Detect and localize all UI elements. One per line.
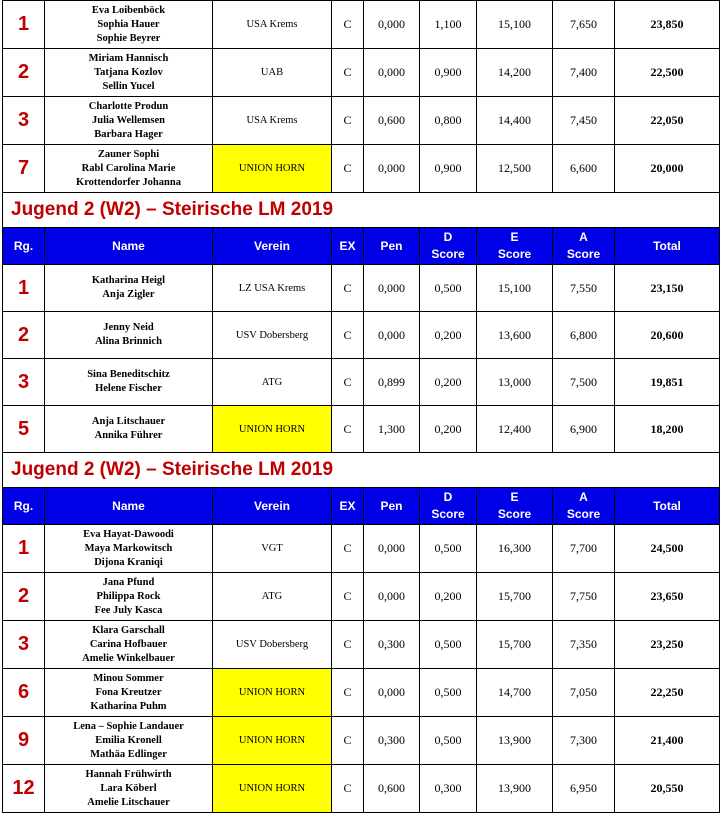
rank-cell: 3 (3, 97, 45, 145)
a-score-cell: 7,400 (553, 49, 615, 97)
athlete-name: Sina Beneditschitz (87, 369, 170, 380)
athlete-name: Fee July Kasca (94, 604, 163, 616)
d-score-cell: 0,900 (420, 145, 477, 193)
header-a-score-line1: A (579, 230, 588, 244)
club-cell: USA Krems (213, 97, 332, 145)
a-score-cell: 7,050 (553, 669, 615, 717)
pen-cell: 0,600 (364, 97, 420, 145)
total-cell: 23,150 (615, 265, 720, 312)
athlete-name: Sophia Hauer (97, 18, 160, 30)
ex-cell: C (332, 573, 364, 621)
rank-cell: 7 (3, 145, 45, 193)
e-score-cell: 13,600 (477, 312, 553, 359)
rank-cell: 1 (3, 265, 45, 312)
e-score-cell: 14,400 (477, 97, 553, 145)
ex-cell: C (332, 265, 364, 312)
header-pen: Pen (364, 488, 420, 525)
pen-cell: 0,000 (364, 49, 420, 97)
ex-cell: C (332, 406, 364, 453)
results-table-2 (2, 227, 720, 453)
names-cell (45, 312, 213, 359)
table-row (3, 621, 720, 669)
ex-cell: C (332, 669, 364, 717)
results-table-3 (2, 487, 720, 813)
e-score-cell: 12,400 (477, 406, 553, 453)
total-cell: 20,600 (615, 312, 720, 359)
header-name: Name (45, 488, 213, 525)
total-cell: 23,250 (615, 621, 720, 669)
table-row (3, 97, 720, 145)
athlete-name: Krottendorfer Johanna (76, 176, 181, 188)
athlete-name: Emilia Kronell (95, 734, 162, 746)
header-e-score (477, 488, 553, 525)
table-row (3, 717, 720, 765)
ex-cell: C (332, 621, 364, 669)
athlete-name: Sophie Beyrer (96, 32, 161, 44)
rank-cell: 2 (3, 312, 45, 359)
rank-cell: 3 (3, 621, 45, 669)
rank-cell: 2 (3, 573, 45, 621)
a-score-cell: 6,900 (553, 406, 615, 453)
total-cell: 23,850 (615, 1, 720, 49)
section-title-2: Jugend 2 (W2) – Steirische LM 2019 (2, 193, 720, 227)
pen-cell: 0,600 (364, 765, 420, 813)
athlete-name: Jana Pfund (102, 576, 155, 588)
table-row (3, 573, 720, 621)
names-cell (45, 765, 213, 813)
pen-cell: 0,000 (364, 669, 420, 717)
header-a-score-line2: Score (566, 247, 601, 261)
table-row (3, 145, 720, 193)
d-score-cell: 0,500 (420, 621, 477, 669)
rank-cell: 1 (3, 525, 45, 573)
names-cell (45, 573, 213, 621)
header-rank: Rg. (3, 228, 45, 265)
athlete-name: Annika Führer (94, 430, 163, 441)
club-cell: UNION HORN (213, 765, 332, 813)
a-score-cell: 7,450 (553, 97, 615, 145)
club-cell: UNION HORN (213, 406, 332, 453)
ex-cell: C (332, 49, 364, 97)
athlete-name: Katharina Puhm (90, 700, 167, 712)
names-cell (45, 621, 213, 669)
header-e-score-line1: E (510, 230, 519, 244)
e-score-cell: 12,500 (477, 145, 553, 193)
header-ex: EX (332, 228, 364, 265)
athlete-name: Klara Garschall (92, 624, 165, 636)
d-score-cell: 0,300 (420, 765, 477, 813)
club-cell: UNION HORN (213, 145, 332, 193)
athlete-name: Amelie Winkelbauer (82, 652, 175, 664)
athlete-name: Rabl Carolina Marie (81, 162, 176, 174)
total-cell: 22,250 (615, 669, 720, 717)
header-e-score-line2: Score (497, 507, 532, 521)
a-score-cell: 6,950 (553, 765, 615, 813)
names-cell (45, 406, 213, 453)
athlete-name: Julia Wellemsen (91, 114, 166, 126)
pen-cell: 0,000 (364, 312, 420, 359)
e-score-cell: 16,300 (477, 525, 553, 573)
athlete-name: Anja Zigler (102, 289, 155, 300)
pen-cell: 0,000 (364, 265, 420, 312)
club-cell: LZ USA Krems (213, 265, 332, 312)
header-rank: Rg. (3, 488, 45, 525)
athlete-name: Helene Fischer (95, 383, 162, 394)
total-cell: 20,550 (615, 765, 720, 813)
total-cell: 20,000 (615, 145, 720, 193)
club-cell: UAB (213, 49, 332, 97)
a-score-cell: 7,650 (553, 1, 615, 49)
header-d-score-line2: Score (431, 507, 465, 521)
d-score-cell: 0,200 (420, 359, 477, 406)
total-cell: 24,500 (615, 525, 720, 573)
d-score-cell: 0,200 (420, 406, 477, 453)
names-cell (45, 97, 213, 145)
e-score-cell: 13,000 (477, 359, 553, 406)
header-club: Verein (213, 488, 332, 525)
rank-cell: 2 (3, 49, 45, 97)
names-cell (45, 717, 213, 765)
table-row (3, 669, 720, 717)
section-3-body (3, 488, 720, 813)
athlete-name: Carina Hofbauer (89, 638, 168, 650)
rank-cell: 3 (3, 359, 45, 406)
athlete-name: Eva Hayat-Dawoodi (83, 528, 174, 540)
athlete-name: Philippa Rock (96, 590, 161, 602)
e-score-cell: 15,100 (477, 1, 553, 49)
rank-cell: 12 (3, 765, 45, 813)
athlete-name: Fona Kreutzer (95, 686, 162, 698)
table-row (3, 312, 720, 359)
header-e-score-line1: E (510, 490, 519, 504)
e-score-cell: 14,700 (477, 669, 553, 717)
total-cell: 19,851 (615, 359, 720, 406)
header-a-score (553, 488, 615, 525)
club-cell: USV Dobersberg (213, 621, 332, 669)
table-row (3, 765, 720, 813)
total-cell: 18,200 (615, 406, 720, 453)
d-score-cell: 0,200 (420, 312, 477, 359)
names-cell (45, 359, 213, 406)
ex-cell: C (332, 717, 364, 765)
header-e-score (477, 228, 553, 265)
rank-cell: 6 (3, 669, 45, 717)
rank-cell: 9 (3, 717, 45, 765)
a-score-cell: 7,700 (553, 525, 615, 573)
a-score-cell: 7,350 (553, 621, 615, 669)
header-name: Name (45, 228, 213, 265)
section-title-3: Jugend 2 (W2) – Steirische LM 2019 (2, 453, 720, 487)
athlete-name: Sellin Yucel (102, 80, 155, 92)
header-total: Total (615, 488, 720, 525)
athlete-name: Alina Brinnich (95, 336, 162, 347)
athlete-name: Charlotte Produn (88, 100, 169, 112)
names-cell (45, 49, 213, 97)
pen-cell: 0,300 (364, 717, 420, 765)
d-score-cell: 0,500 (420, 525, 477, 573)
header-d-score-line1: D (443, 230, 453, 244)
athlete-name: Miriam Hannisch (88, 52, 169, 64)
club-cell: ATG (213, 573, 332, 621)
total-cell: 22,050 (615, 97, 720, 145)
section-1-body (3, 1, 720, 193)
ex-cell: C (332, 525, 364, 573)
total-cell: 23,650 (615, 573, 720, 621)
athlete-name: Hannah Frühwirth (85, 768, 172, 780)
pen-cell: 0,300 (364, 621, 420, 669)
ex-cell: C (332, 312, 364, 359)
header-e-score-line2: Score (497, 247, 532, 261)
pen-cell: 0,000 (364, 1, 420, 49)
rank-cell: 1 (3, 1, 45, 49)
ex-cell: C (332, 97, 364, 145)
athlete-name: Amelie Litschauer (87, 796, 170, 808)
table-row (3, 359, 720, 406)
a-score-cell: 7,500 (553, 359, 615, 406)
club-cell: USV Dobersberg (213, 312, 332, 359)
e-score-cell: 13,900 (477, 765, 553, 813)
header-row (3, 228, 720, 265)
header-a-score (553, 228, 615, 265)
club-cell: USA Krems (213, 1, 332, 49)
club-cell: VGT (213, 525, 332, 573)
table-row (3, 49, 720, 97)
club-cell: UNION HORN (213, 669, 332, 717)
header-ex: EX (332, 488, 364, 525)
e-score-cell: 15,700 (477, 621, 553, 669)
a-score-cell: 7,300 (553, 717, 615, 765)
ex-cell: C (332, 359, 364, 406)
athlete-name: Lena – Sophie Landauer (73, 720, 184, 732)
club-cell: ATG (213, 359, 332, 406)
athlete-name: Jenny Neid (103, 322, 154, 333)
pen-cell: 0,000 (364, 573, 420, 621)
d-score-cell: 0,900 (420, 49, 477, 97)
d-score-cell: 0,500 (420, 717, 477, 765)
results-table-1 (2, 0, 720, 193)
a-score-cell: 6,600 (553, 145, 615, 193)
pen-cell: 0,000 (364, 145, 420, 193)
header-total: Total (615, 228, 720, 265)
table-row (3, 1, 720, 49)
ex-cell: C (332, 145, 364, 193)
e-score-cell: 15,700 (477, 573, 553, 621)
ex-cell: C (332, 1, 364, 49)
athlete-name: Eva Loibenböck (91, 4, 166, 16)
pen-cell: 0,899 (364, 359, 420, 406)
ex-cell: C (332, 765, 364, 813)
a-score-cell: 6,800 (553, 312, 615, 359)
athlete-name: Katharina Heigl (91, 275, 166, 286)
athlete-name: Mathäa Edlinger (90, 748, 167, 760)
header-a-score-line2: Score (566, 507, 601, 521)
total-cell: 21,400 (615, 717, 720, 765)
athlete-name: Maya Markowitsch (84, 542, 173, 554)
club-cell: UNION HORN (213, 717, 332, 765)
header-d-score-line1: D (443, 490, 453, 504)
section-2-body (3, 228, 720, 453)
pen-cell: 0,000 (364, 525, 420, 573)
header-d-score (420, 488, 477, 525)
names-cell (45, 525, 213, 573)
d-score-cell: 0,800 (420, 97, 477, 145)
total-cell: 22,500 (615, 49, 720, 97)
names-cell (45, 669, 213, 717)
a-score-cell: 7,550 (553, 265, 615, 312)
d-score-cell: 1,100 (420, 1, 477, 49)
a-score-cell: 7,750 (553, 573, 615, 621)
athlete-name: Minou Sommer (93, 672, 164, 684)
names-cell (45, 265, 213, 312)
athlete-name: Anja Litschauer (91, 416, 166, 427)
athlete-name: Lara Köberl (100, 782, 157, 794)
e-score-cell: 15,100 (477, 265, 553, 312)
header-a-score-line1: A (579, 490, 588, 504)
table-row (3, 265, 720, 312)
header-club: Verein (213, 228, 332, 265)
d-score-cell: 0,500 (420, 265, 477, 312)
e-score-cell: 13,900 (477, 717, 553, 765)
pen-cell: 1,300 (364, 406, 420, 453)
athlete-name: Dijona Kraniqi (94, 556, 163, 568)
e-score-cell: 14,200 (477, 49, 553, 97)
athlete-name: Barbara Hager (94, 128, 163, 140)
table-row (3, 525, 720, 573)
names-cell (45, 1, 213, 49)
names-cell (45, 145, 213, 193)
athlete-name: Zauner Sophi (97, 148, 160, 160)
d-score-cell: 0,500 (420, 669, 477, 717)
d-score-cell: 0,200 (420, 573, 477, 621)
table-row (3, 406, 720, 453)
header-d-score (420, 228, 477, 265)
header-pen: Pen (364, 228, 420, 265)
rank-cell: 5 (3, 406, 45, 453)
athlete-name: Tatjana Kozlov (94, 66, 163, 78)
header-row (3, 488, 720, 525)
header-d-score-line2: Score (431, 247, 465, 261)
